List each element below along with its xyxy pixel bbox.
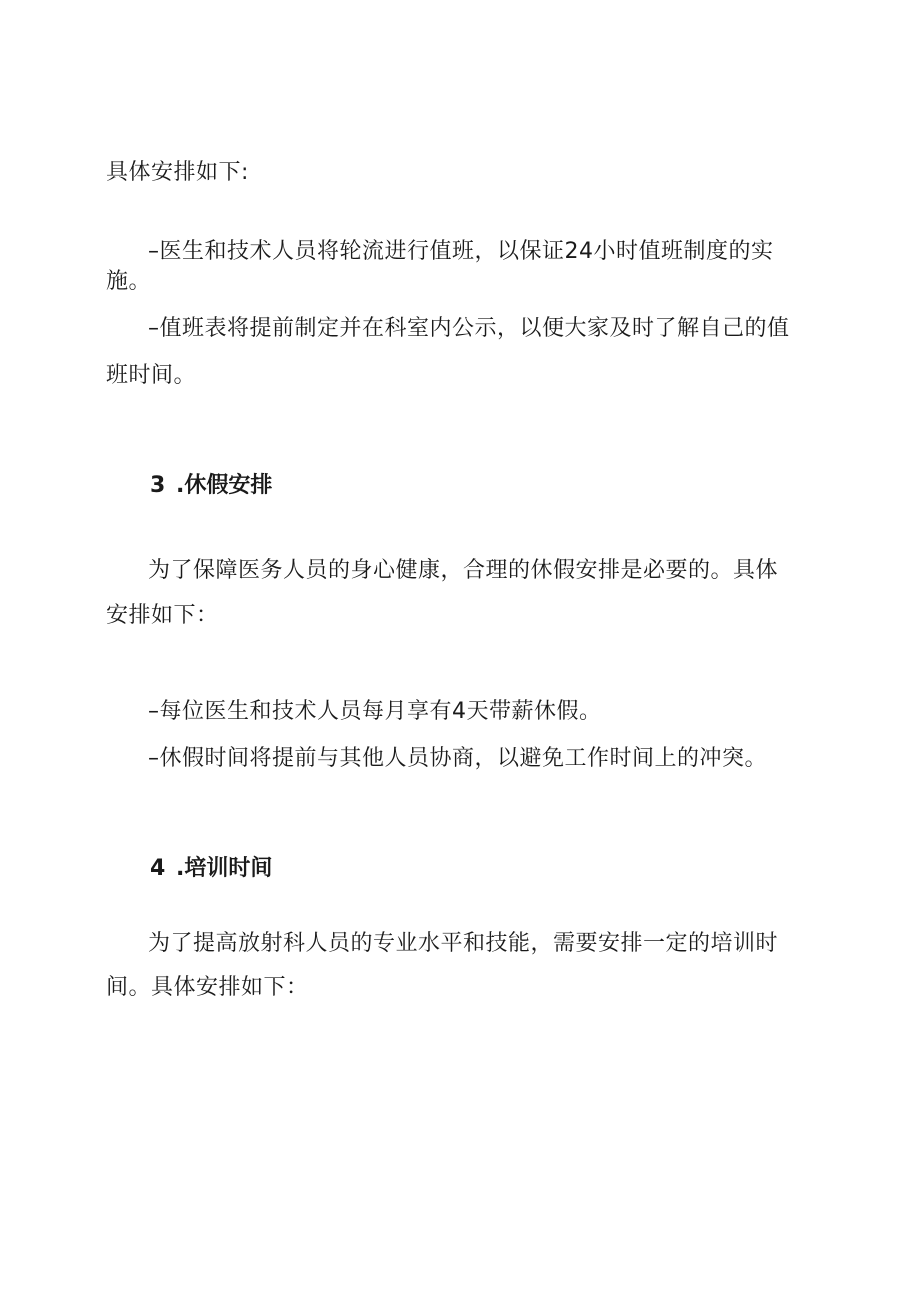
section-3-paragraph-line-1: 为了保障医务人员的身心健康，合理的休假安排是必要的。具体 xyxy=(148,558,779,583)
section-4-number: 4 xyxy=(150,856,166,881)
duty-item-1-line-2: 施。 xyxy=(106,269,152,294)
section-4-paragraph-line-1: 为了提高放射科人员的专业水平和技能，需要安排一定的培训时 xyxy=(148,931,779,956)
section-3-heading xyxy=(150,471,272,501)
duty-item-2-line-1: –值班表将提前制定并在科室内公示，以便大家及时了解自己的值 xyxy=(148,316,790,341)
section-4-title: .培训时间 xyxy=(176,856,273,881)
intro-line: 具体安排如下: xyxy=(106,160,249,185)
section-3-number: 3 xyxy=(150,473,166,498)
section-3-paragraph-line-2: 安排如下： xyxy=(106,603,219,628)
duty-item-2-line-2: 班时间。 xyxy=(106,363,197,388)
section-4-heading xyxy=(150,854,272,884)
section-3-item-1: –每位医生和技术人员每月享有4天带薪休假。 xyxy=(148,699,602,724)
section-3-title: .休假安排 xyxy=(176,473,273,498)
section-4-paragraph-line-2: 间。具体安排如下： xyxy=(106,975,309,1000)
duty-item-1-line-1: –医生和技术人员将轮流进行值班，以保证24小时值班制度的实 xyxy=(148,239,774,264)
section-3-item-2: –休假时间将提前与其他人员协商，以避免工作时间上的冲突。 xyxy=(148,746,768,771)
